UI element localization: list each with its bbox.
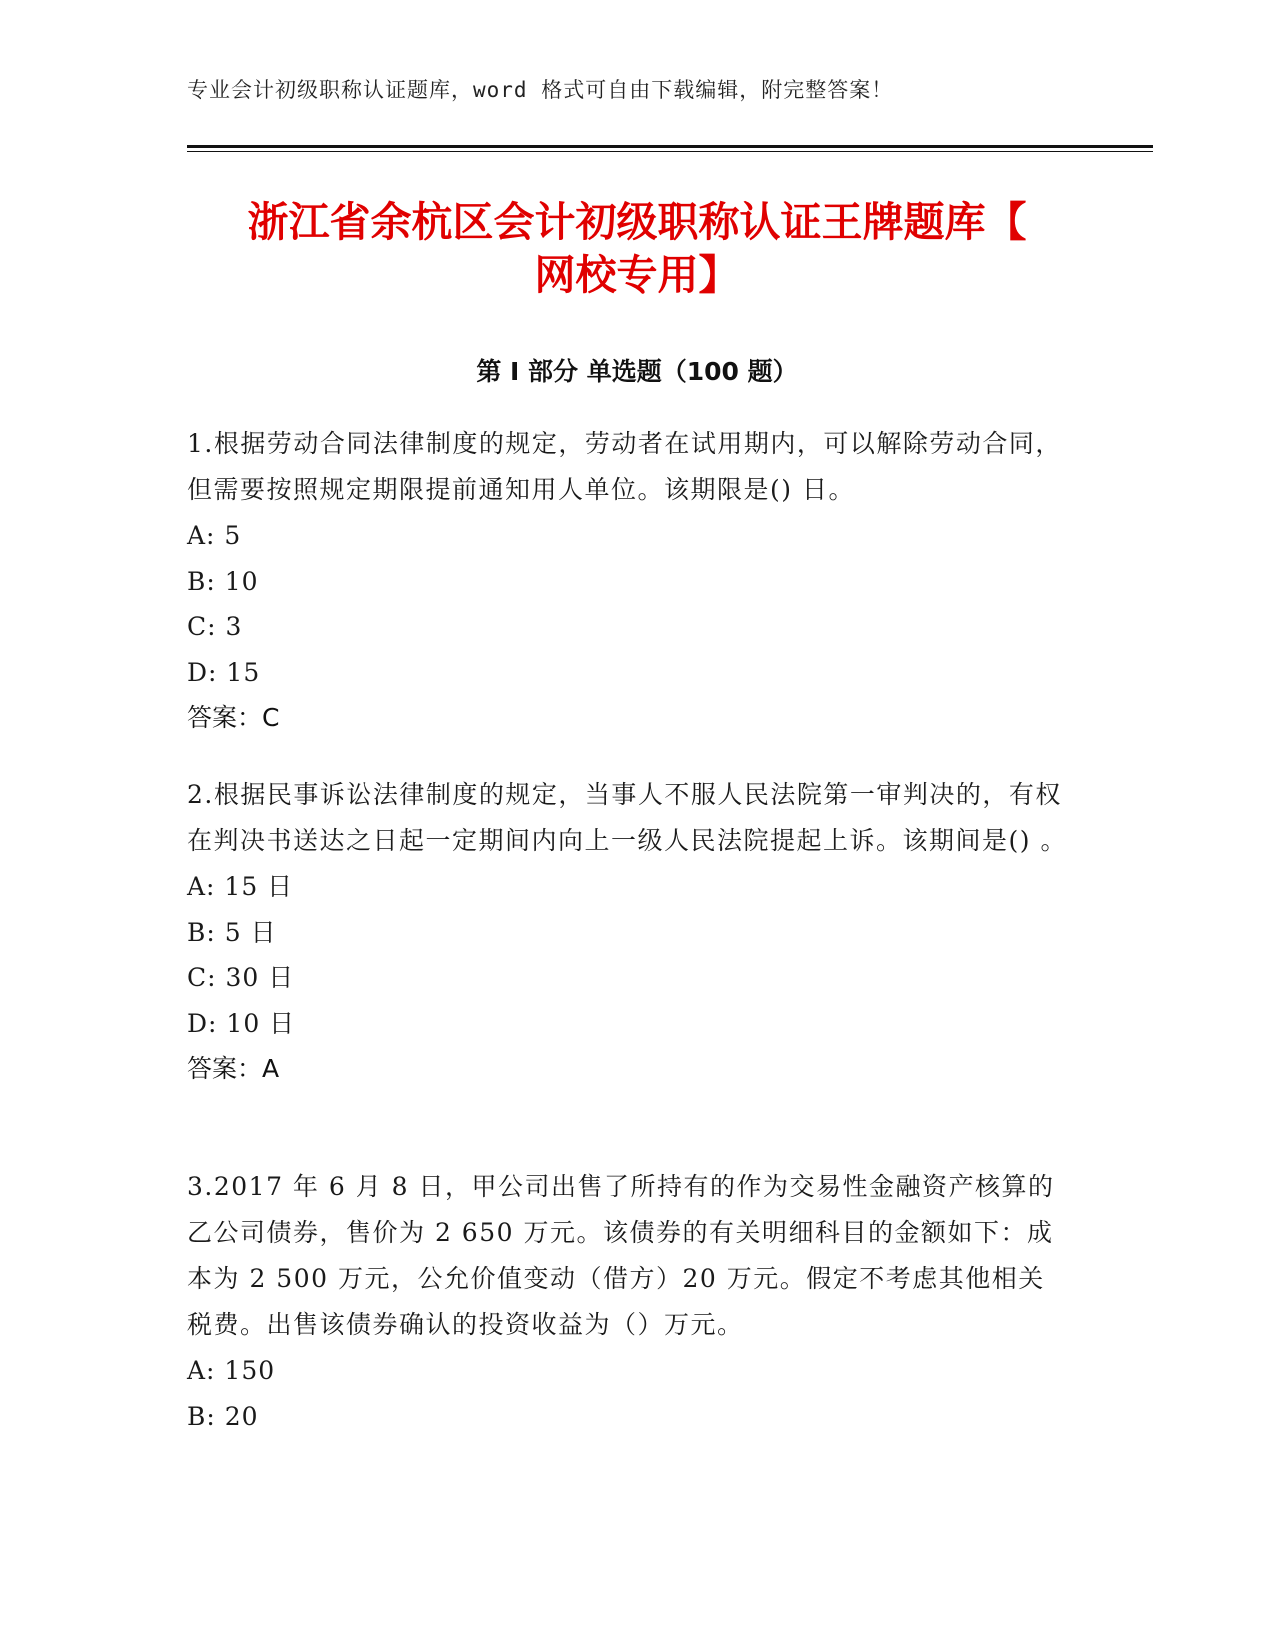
option-a: A: 5: [187, 521, 242, 550]
answer: 答案：C: [187, 703, 280, 732]
header-divider-thin: [187, 151, 1153, 152]
question-stem: 1.根据劳动合同法律制度的规定，劳动者在试用期内，可以解除劳动合同，但需要按照规定期限提前通知用人单位。该期限是() 日。: [187, 429, 1062, 504]
question-stem: 2.根据民事诉讼法律制度的规定，当事人不服人民法院第一审判决的，有权在判决书送达之日起一定期间内向上一级人民法院提起上诉。该期间是() 。: [187, 780, 1067, 855]
question-2: [187, 772, 1067, 1092]
question-1: [187, 421, 1067, 741]
option-b: B: 20: [187, 1401, 259, 1431]
document-title-line-1: 浙江省余杭区会计初级职称认证王牌题库【: [247, 198, 1027, 246]
option-c: C: 3: [187, 612, 243, 641]
option-d: D: 10 日: [187, 1008, 296, 1038]
header-note: 专业会计初级职称认证题库，word 格式可自由下载编辑，附完整答案！: [187, 78, 894, 102]
option-a: A: 150: [187, 1356, 276, 1385]
question-stem: 3.2017 年 6 月 8 日，甲公司出售了所持有的作为交易性金融资产核算的乙公司债券，售价为 2 650 万元。该债券的有关明细科目的金额如下：成本为 2 500 万元，公允价值变动（借方）20 万元。假定不考虑其他相关税费。出售该债券确认的投资收益为（）万元。: [187, 1172, 1055, 1339]
question-3: [187, 1164, 1067, 1439]
document-title-line-2: 网校专用】: [534, 251, 740, 299]
option-b: B: 5 日: [187, 917, 277, 947]
document-title: [187, 196, 1087, 302]
option-d: D: 15: [187, 657, 261, 687]
section-title: 第 I 部分 单选题（100 题）: [476, 357, 798, 386]
option-b: B: 10: [187, 566, 259, 596]
answer: 答案：A: [187, 1054, 280, 1083]
header-divider-thick: [187, 145, 1153, 148]
option-a: A: 15 日: [187, 872, 294, 901]
option-c: C: 30 日: [187, 963, 295, 992]
